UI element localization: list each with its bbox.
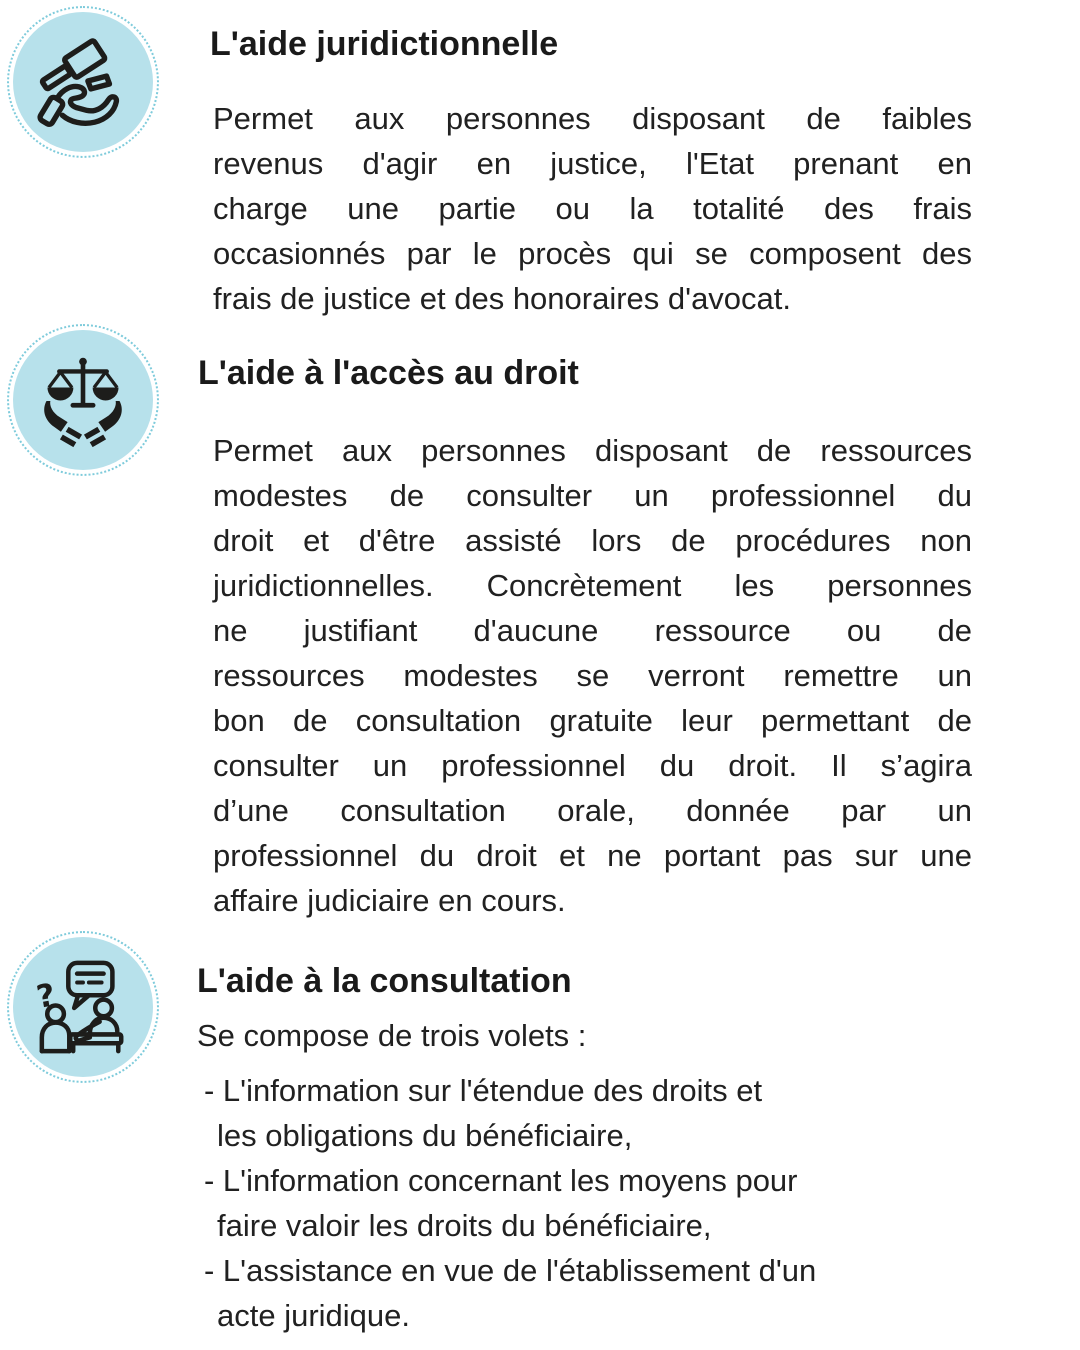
section-aide-juridictionnelle [210, 24, 985, 321]
icon-circle [13, 12, 153, 152]
consultation-chat-icon-svg [34, 958, 132, 1056]
section-aide-consultation [197, 961, 983, 1338]
section-aide-acces-au-droit [198, 353, 983, 923]
gavel-hand-icon-svg [34, 33, 132, 131]
svg-text:?: ? [34, 977, 59, 1016]
bullet-list [197, 1068, 962, 1338]
section-intro: Se compose de trois volets : [197, 1018, 587, 1053]
section-heading: L'aide à l'accès au droit [198, 354, 579, 392]
scales-hands-icon-svg [34, 351, 132, 449]
icon-circle [13, 330, 153, 470]
bullet-item: - L'information sur l'étendue des droits et les obligations du bénéficiaire, [204, 1073, 763, 1153]
gavel-hand-icon [7, 6, 159, 158]
bullet-item: - L'information concernant les moyens pour faire valoir les droits du bénéficiaire, [204, 1163, 798, 1243]
section-paragraph: Permet aux personnes disposant de ressources modestes de consulter un professionnel du droit et d'être assisté lors de procédures non juridictionnelles. Concrètement les personnes ne justifiant d'aucune ressource ou de ressources modestes se verront remettre un bon de consultation gratuite leur permettant de consulter un professionnel du droit. Il s’agira d’une consultation orale, donnée par un professionnel du droit et ne portant pas sur une affaire judiciaire en cours. [213, 433, 972, 918]
consultation-chat-icon [7, 931, 159, 1083]
section-heading: L'aide juridictionnelle [210, 25, 559, 63]
bullet-item: - L'assistance en vue de l'établissement d'un acte juridique. [204, 1253, 817, 1333]
section-paragraph: Permet aux personnes disposant de faibles revenus d'agir en justice, l'Etat prenant en charge une partie ou la totalité des frais occasionnés par le procès qui se composent des frais de justice et des honoraires d'avocat. [213, 101, 972, 316]
icon-circle [13, 937, 153, 1077]
section-heading: L'aide à la consultation [197, 962, 572, 1000]
scales-hands-icon [7, 324, 159, 476]
